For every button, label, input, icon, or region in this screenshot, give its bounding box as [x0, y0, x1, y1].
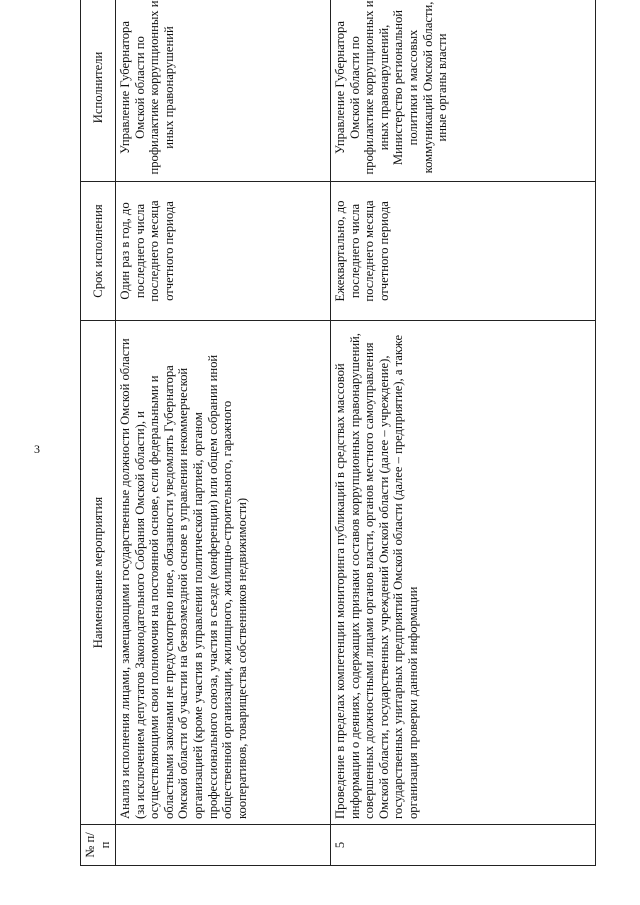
- header-term: Срок исполнения: [81, 182, 116, 321]
- cell-name: Анализ исполнения лицами, замещающими государственные должности Омской области (за исключением депутатов Законодательного Собрания Омской области), и осуществляющими свои полномочия на постоянной основе, если федеральными и областными законами не предусмотрено иное, обязанности уведомлять Губернатора Омской области об участии на безвозмездной основе в управлении некоммерческой организацией (кроме участия в управлении политической партией, органом профессионального союза, участия в съезде (конференции) или общем собрании иной общественной организации, жилищного, жилищно-строительного, гаражного кооперативов, товарищества собственников недвижимости): [116, 321, 331, 825]
- cell-term: Один раз в год, до последнего числа последнего месяца отчетного периода: [116, 182, 331, 321]
- table-row: [116, 0, 331, 866]
- cell-term: Ежеквартально, до последнего числа последнего месяца отчетного периода: [331, 182, 596, 321]
- header-exec: Исполнители: [81, 0, 116, 182]
- cell-exec: Управление Губернатора Омской области по профилактике коррупционных и иных правонарушений: [116, 0, 331, 182]
- cell-name: Проведение в пределах компетенции мониторинга публикаций в средствах массовой информации о деяниях, содержащих признаки составов коррупционных правонарушений, совершенных должностными лицами органов власти, органов местного самоуправления Омской области, государственных учреждений Омской области (далее – учреждение), государственных унитарных предприятий Омской области (далее – предприятие), а также организация проверки данной информации: [331, 321, 596, 825]
- table-row: [331, 0, 596, 866]
- rotated-table-sheet: [80, 0, 591, 866]
- header-num: № п/п: [81, 825, 116, 866]
- table-header-row: [81, 0, 116, 866]
- cell-num: 5: [331, 825, 596, 866]
- measures-table: [80, 0, 596, 866]
- header-name: Наименование мероприятия: [81, 321, 116, 825]
- cell-num: [116, 825, 331, 866]
- page-number: 3: [34, 442, 40, 456]
- cell-exec: Управление Губернатора Омской области по профилактике коррупционных и иных правонарушений, Министерство региональной политики и массовых коммуникаций Омской области, иные органы власти: [331, 0, 596, 182]
